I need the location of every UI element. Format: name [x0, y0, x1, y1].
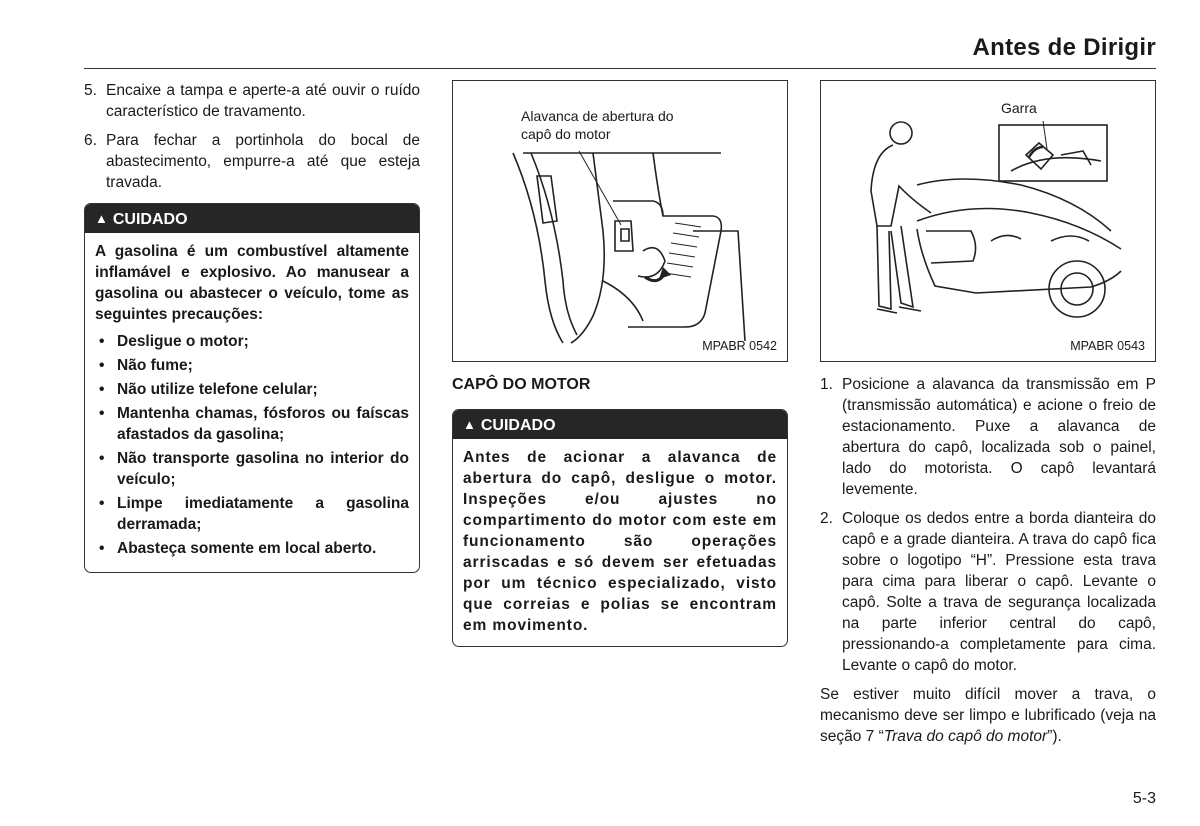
steps-list-hood	[820, 374, 1156, 676]
section-title: CAPÔ DO MOTOR	[452, 376, 591, 393]
step-number: 5.	[84, 82, 97, 99]
step-item	[820, 374, 1156, 500]
figure-hood-release-lever	[452, 80, 788, 362]
page-number: 5-3	[1132, 790, 1156, 807]
column-left	[84, 80, 420, 573]
precaution-list	[95, 331, 409, 559]
figure-callout-label: Garra	[1001, 100, 1037, 116]
hood-release-lever-illustration	[453, 81, 787, 361]
caution-body	[85, 233, 419, 572]
caution-heading: CUIDADO	[112, 211, 188, 228]
step-number: 1.	[820, 376, 833, 393]
caution-box-hood	[452, 409, 788, 647]
figure-code: MPABR 0542	[702, 339, 777, 353]
precaution-item: • Desligue o motor;	[95, 331, 409, 352]
step-item	[84, 80, 420, 122]
step-number: 2.	[820, 510, 833, 527]
step-text: Para fechar a portinhola do bocal de abastecimento, empurre-a até que esteja travada.	[106, 132, 420, 191]
step-item	[84, 130, 420, 193]
precaution-item: • Mantenha chamas, fósforos ou faíscas afastados da gasolina;	[95, 403, 409, 445]
precaution-item: • Abasteça somente em local aberto.	[95, 538, 409, 559]
note-reference-link: Trava do capô do motor	[883, 728, 1048, 745]
note-text: Se estiver muito difícil mover a trava, o mecanismo deve ser limpo e lubrificado (veja na seção 7 “	[820, 686, 1156, 745]
step-number: 6.	[84, 132, 97, 149]
lubrication-note	[820, 684, 1156, 747]
precaution-item: • Não utilize telefone celular;	[95, 379, 409, 400]
step-item	[820, 508, 1156, 676]
step-text: Posicione a alavanca da transmissão em P (transmissão automática) e acione o freio de estacionamento. Puxe a alavanca de abertura do capô, localizada sob o painel, lado do motorista. O capô levantará levemente.	[842, 376, 1156, 498]
figure-hood-latch	[820, 80, 1156, 362]
caution-box-gasoline	[84, 203, 420, 573]
steps-list-continued	[84, 80, 420, 193]
caution-text: Antes de acionar a alavanca de abertura do capô, desligue o motor. Inspeções e/ou ajustes no compartimento do motor com este em funcionamento são operações arriscadas e só devem ser efetuadas por um técnico especializado, visto que correias e polias se encontram em movimento.	[463, 449, 777, 634]
column-middle	[452, 80, 788, 647]
precaution-item: • Não transporte gasolina no interior do veículo;	[95, 448, 409, 490]
caution-intro: A gasolina é um combustível altamente inflamável e explosivo. Ao manusear a gasolina ou abastecer o veículo, tome as seguintes precauções:	[95, 243, 409, 323]
caution-header	[453, 410, 787, 439]
precaution-item: • Não fume;	[95, 355, 409, 376]
note-text-end: ”).	[1047, 728, 1062, 745]
warning-triangle-icon: ▲	[95, 211, 108, 226]
caution-header	[85, 204, 419, 233]
person-opening-hood-illustration	[821, 81, 1155, 361]
caution-heading: CUIDADO	[480, 417, 556, 434]
step-text: Coloque os dedos entre a borda dianteira do capô e a grade dianteira. A trava do capô fica sobre o logotipo “H”. Pressione esta trava para cima para liberar o capô. Levante o capô. Solte a trava de segurança localizada na parte inferior central do capô, pressionando-a completamente para cima. Levante o capô do motor.	[842, 510, 1156, 674]
precaution-item: • Limpe imediatamente a gasolina derramada;	[95, 493, 409, 535]
page-header-title: Antes de Dirigir	[972, 34, 1156, 61]
header-rule	[84, 68, 1156, 69]
figure-code: MPABR 0543	[1070, 339, 1145, 353]
column-right	[820, 80, 1156, 747]
step-text: Encaixe a tampa e aperte-a até ouvir o ruído característico de travamento.	[106, 82, 420, 120]
figure-callout-label: Alavanca de abertura do capô do motor	[521, 108, 674, 142]
caution-body	[453, 439, 787, 646]
warning-triangle-icon: ▲	[463, 417, 476, 432]
